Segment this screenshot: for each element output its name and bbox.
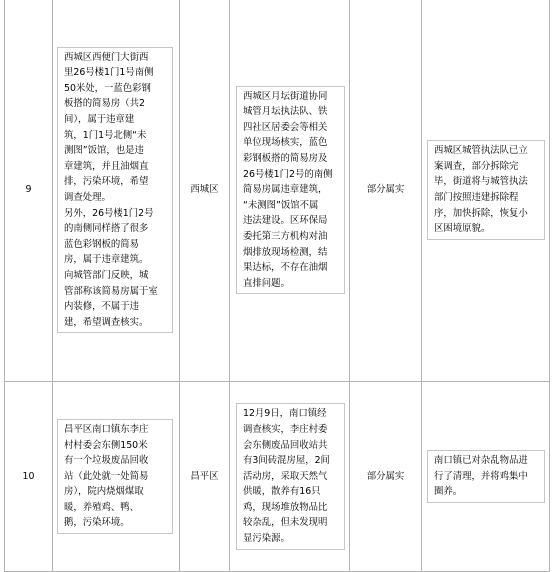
issue-text: 西城区西便门大街西 里26号楼1门1号南侧 50米处，一蓝色彩钢 板搭的简易房（共2 间），属于违章建 筑，1门1号北侧“未 测图”饭馆，也是违 章建筑，并且油烟直 排，污染环境，希望 调查处理。 另外，26号楼1门2号 的南侧同样搭了很多 蓝色彩钢板的简易 房，属于违章建筑。 向城管部门反映，城 管部称该简易房属于室 内装修，不属于违 建，希望调查核实。 xyxy=(57,47,173,334)
row-number: 9 xyxy=(5,0,53,382)
issue-cell xyxy=(53,382,180,572)
district-cell: 西城区 xyxy=(180,0,230,382)
verification-cell xyxy=(230,0,350,382)
response-text: 南口镇已对杂乱物品进 行了清理，并将鸡集中 圈养。 xyxy=(427,450,545,503)
issue-cell xyxy=(53,0,180,382)
complaint-table xyxy=(4,0,550,572)
verification-text: 12月9日，南口镇经 调查核实，李庄村委 会东侧废品回收站共 有3间砖混房屋，2间 活动房，采取天然气 供暖，散养有16只 鸡，现场堆放物品比 较杂乱，但未发现明 显污染源。 xyxy=(236,403,345,549)
verification-cell xyxy=(230,382,350,572)
row-number: 10 xyxy=(5,382,53,572)
status-cell: 部分属实 xyxy=(350,382,422,572)
table-row xyxy=(5,0,550,382)
response-text: 西城区城管执法队已立 案调查，部分拆除完 毕，街道将与城管执法 部门按照违建拆除程 序，加快拆除，恢复小 区困境原貌。 xyxy=(427,140,545,240)
issue-text: 昌平区南口镇东李庄 村村委会东侧150米 有一个垃圾废品回收 站（此处就一处简易 房），院内烧烟煤取 暖，养殖鸡、鸭、 鹅，污染环境。 xyxy=(57,419,173,534)
status-cell: 部分属实 xyxy=(350,0,422,382)
table-row xyxy=(5,382,550,572)
response-cell xyxy=(422,0,550,382)
verification-text: 西城区月坛街道协同 城管月坛执法队、铁 四社区居委会等相关 单位现场核实，蓝色 彩钢板搭的简易房及 26号楼1门2号的南侧 简易房属违章建筑， “未测图”饭馆不属 违法建设。区环保局 委托第三方机构对油 烟排放现场检测，结 果达标，不存在油烟 直排问题。 xyxy=(236,86,345,295)
response-cell xyxy=(422,382,550,572)
district-cell: 昌平区 xyxy=(180,382,230,572)
